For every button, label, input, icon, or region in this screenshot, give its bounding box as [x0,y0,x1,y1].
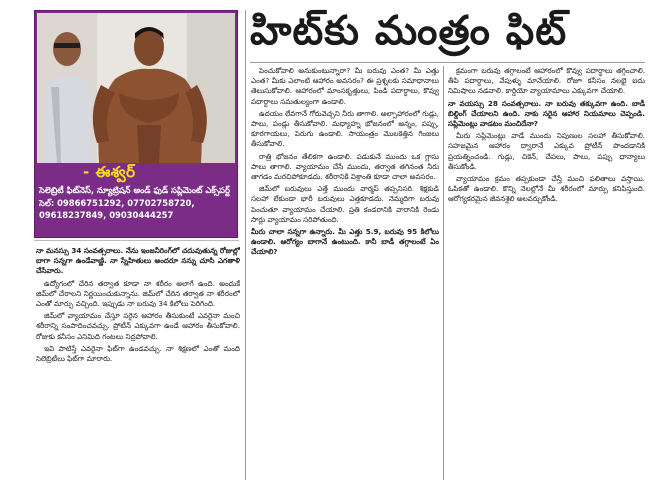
paragraph: రాత్రి భోజనం తేలికగా ఉండాలి. పడుకునే ముందు ఒక గ్లాసు పాలు తాగాలి. వ్యాయామం చేసే ముందు, తర్వాత తగినంత నీరు తాగడం మరచిపోకూడదు. శరీరానికి విశ్రాంతి కూడా చాలా అవసరం. [251,151,439,182]
paragraph: ఉదయం లేవగానే గోరువెచ్చని నీరు తాగాలి. అల్పాహారంలో గుడ్లు, పాలు, పండ్లు తీసుకోవాలి. మధ్యాహ్న భోజనంలో అన్నం, పప్పు, కూరగాయలు, పెరుగు ఉండాలి. సాయంత్రం మొలకెత్తిన గింజలు తీసుకోవాలి. [251,108,439,149]
credentials-phone-2: 09618237849, 09030444257 [39,210,174,220]
article-column-1 [36,246,240,482]
paragraph: వ్యాయామం క్రమం తప్పకుండా చేస్తే మంచి ఫలితాలు వస్తాయి. ఓపికతో ఉండాలి. కొన్ని నెలల్లోనే మీ శరీరంలో మార్పు కనిపిస్తుంది. ఆరోగ్యకరమైన జీవనశైలి అలవర్చుకోండి. [448,174,645,204]
credentials-phone-1: సెల్: 09866751292, 07702758720, [39,197,195,208]
paragraph: జిమ్‌లో బరువులు ఎత్తే ముందు వార్మప్ తప్పనిసరి. శిక్షకుడి సలహా లేకుండా భారీ బరువులు ఎత్తకూడదు. నెమ్మదిగా బరువు పెంచుతూ వ్యాయామం చేయాలి. ప్రతి కండరానికి వారానికి రెండు సార్లు వ్యాయామం సరిపోతుంది. [251,184,439,224]
paragraph: ఇవి పాటిస్తే ఎవరైనా ఫిట్‌గా ఉండవచ్చు. నా శిక్షణలో ఎంతో మంది సెలెబ్రిటీలు ఫిట్‌గా మారారు. [36,343,240,364]
column-divider [245,10,246,480]
author-credentials [39,184,233,222]
column-divider [443,66,444,480]
paragraph: నా మనస్సు 34 సంవత్సరాలు. నేను ఇంజనీరింగ్‌లో చదువుతున్న రోజుల్లో బాగా సన్నగా ఉండేవాణ్ణి. నా స్నేహితులు అందరూ నన్ను చూసి ఎగతాళి చేసేవారు. [36,246,240,276]
paragraph: క్రమంగా బరువు తగ్గాలంటే ఆహారంలో కొవ్వు పదార్థాలు తగ్గించాలి. తీపి పదార్థాలు, వేపుళ్ళు మానేయాలి. రోజూ కనీసం నలభై ఐదు నిమిషాలు నడవాలి. కార్డియో వ్యాయామాలు ఎక్కువగా చేయాలి. [448,66,645,96]
paragraph: మీరు సప్లిమెంట్లు వాడే ముందు నిపుణుల సలహా తీసుకోవాలి. సహజమైన ఆహారం ద్వారానే ఎక్కువ ప్రోటీన్ పొందడానికి ప్రయత్నించండి. గుడ్లు, చికెన్, చేపలు, పాలు, పప్పు ధాన్యాలు తీసుకోండి. [448,131,645,171]
credentials-title: సెలెబ్రిటీ ఫిట్‌నెస్, న్యూట్రిషన్ అండ్ ఫుడ్ సప్లిమెంట్ ఎక్స్‌పర్ట్ [39,185,230,195]
paragraph: నా వయస్సు 28 సంవత్సరాలు. నా బరువు తక్కువగా ఉంది. బాడీ బిల్డింగ్ చేయాలని ఉంది. నాకు సరైన ఆహార నియమాలు చెప్పండి. సప్లిమెంట్లు వాడటం మంచిదేనా? [448,98,645,129]
paragraph: జిమ్‌లో వ్యాయామం చేస్తూ సరైన ఆహారం తీసుకుంటే ఎవరైనా మంచి శరీరాన్ని సంపాదించవచ్చు. ప్రోటీన్ ఎక్కువగా ఉండే ఆహారం తీసుకోవాలి. రోజుకు కనీసం ఎనిమిది గంటలు నిద్రపోవాలి. [36,311,240,341]
paragraph: పెంచుకోవాలి అనుకుంటున్నారా? మీ బరువు ఎంత? మీ ఎత్తు ఎంత? మీకు ఎలాంటి ఆహారం అవసరం? ఈ ప్రశ్నలకు సమాధానాలు తెలుసుకోవాలి. ఆహారంలో మాంసకృత్తులు, పిండి పదార్థాలు, కొవ్వు పదార్థాలు సమతుల్యంగా ఉండాలి. [251,66,439,106]
author-photos [37,13,235,163]
headline: హిట్‌కు మంత్రం ఫిట్ [250,8,568,54]
paragraph: మీరు చాలా సన్నగా ఉన్నారు. మీ ఎత్తు 5.9, బరువు 95 కిలోలు ఉండాలి. ఆరోగ్యం బాగానే ఉంటుంది. కానీ బాడీ తగ్గాలంటే ఏం చేయాలి? [251,227,439,257]
section-divider [34,240,239,241]
article-column-2 [251,66,439,480]
article-column-3 [448,66,645,480]
headline-divider [250,62,645,63]
author-profile-box [34,10,238,238]
byline: - ఈశ్వర్ [83,163,136,181]
bodybuilder-photo [37,13,235,163]
paragraph: ఉద్యోగంలో చేరిన తర్వాత కూడా నా శరీరం అలాగే ఉంది. అందుకే జిమ్‌లో చేరాలని నిర్ణయించుకున్నాను. జిమ్‌లో చేరిన తర్వాత నా శరీరంలో ఎంతో మార్పు వచ్చింది. ఇప్పుడు నా బరువు 34 కిలోలు పెరిగింది. [36,278,240,309]
